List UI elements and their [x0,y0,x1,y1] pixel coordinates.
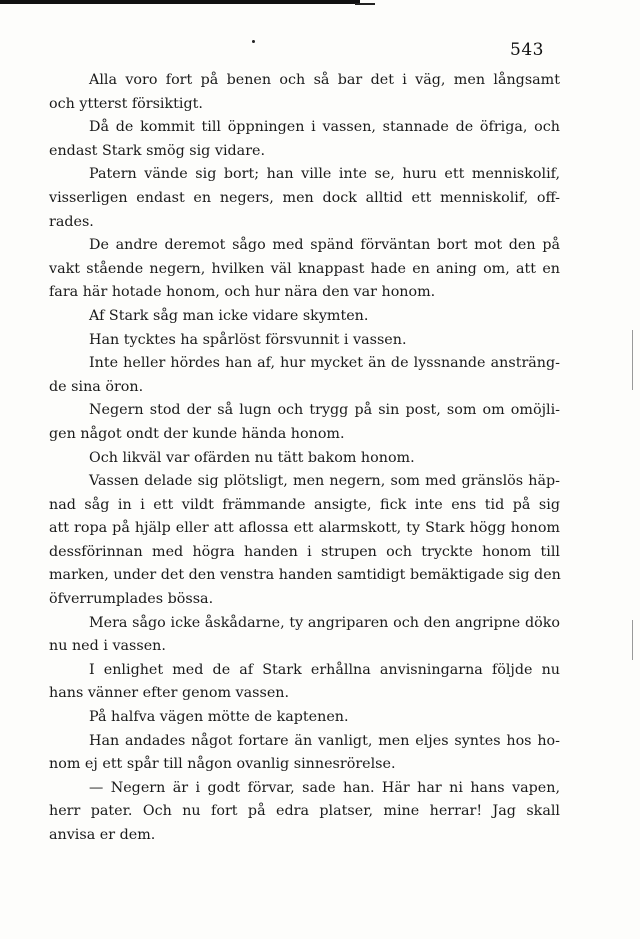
text-line: öfverrumplades bössa. [49,591,214,608]
text-line: På halfva vägen mötte de kaptenen. [89,709,349,726]
text-line: Då de kommit till öppningen i vassen, stannade de öfriga, och [89,119,560,136]
top-rule [0,0,360,4]
text-line: nom ej ett spår till någon ovanlig sinnesrörelse. [49,756,396,773]
text-line: Patern vände sig bort; han ville inte se, huru ett menniskolif, [89,166,560,183]
text-line: Han andades något fortare än vanligt, men eljes syntes hos ho- [89,732,560,749]
text-line: Negern stod der så lugn och trygg på sin post, som om omöjli- [89,402,560,419]
text-line: Mera sågo icke åskådarne, ty angriparen och den angripne döko [89,614,560,631]
top-rule-tail [355,3,375,5]
text-line: — Negern är i godt förvar, sade han. Här har ni hans vapen, [89,779,560,796]
text-line: fara här hotade honom, och hur nära den var honom. [49,284,436,301]
body-text [49,69,560,848]
text-line: hans vänner efter genom vassen. [49,685,290,702]
text-line: dessförinnan med högra handen i strupen och tryckte honom till [49,543,560,560]
text-line: Och likväl var ofärden nu tätt bakom honom. [89,449,415,466]
text-line: herr pater. Och nu fort på edra platser, mine herrar! Jag skall [49,803,560,820]
text-line: I enlighet med de af Stark erhållna anvisningarna följde nu [89,661,560,678]
page-edge-mark [632,620,633,660]
ink-speck [252,40,255,43]
text-line: anvisa er dem. [49,827,156,843]
text-line: visserligen endast en negers, men dock alltid ett menniskolif, off- [49,189,560,206]
page-number: 543 [510,40,544,60]
text-line: Inte heller hördes han af, hur mycket än de lyssnande ansträng- [89,355,560,372]
text-line: De andre deremot sågo med spänd förväntan bort mot den på [89,237,560,254]
text-line: marken, under det den venstra handen samtidigt bemäktigade sig den [49,567,561,584]
text-line: och ytterst försiktigt. [49,95,203,112]
text-line: att ropa på hjälp eller att aflossa ett alarmskott, ty Stark högg honom [49,520,560,537]
text-line: Han tycktes ha spårlöst försvunnit i vassen. [89,331,407,348]
text-line: nu ned i vassen. [49,638,166,655]
text-line: rades. [49,213,94,230]
text-line: nad såg in i ett vildt främmande ansigte, fick inte ens tid på sig [49,496,560,513]
text-line: Af Stark såg man icke vidare skymten. [89,307,369,324]
page-edge-mark [632,330,633,390]
text-line: gen något ondt der kunde hända honom. [49,425,345,442]
text-line: Alla voro fort på benen och så bar det i väg, men långsamt [89,72,560,88]
text-line: endast Stark smög sig vidare. [49,142,266,159]
text-line: Vassen delade sig plötsligt, men negern, som med gränslös häp- [89,473,560,490]
text-line: de sina öron. [49,378,144,395]
text-line: vakt stående negern, hvilken väl knappast hade en aning om, att en [49,260,560,277]
